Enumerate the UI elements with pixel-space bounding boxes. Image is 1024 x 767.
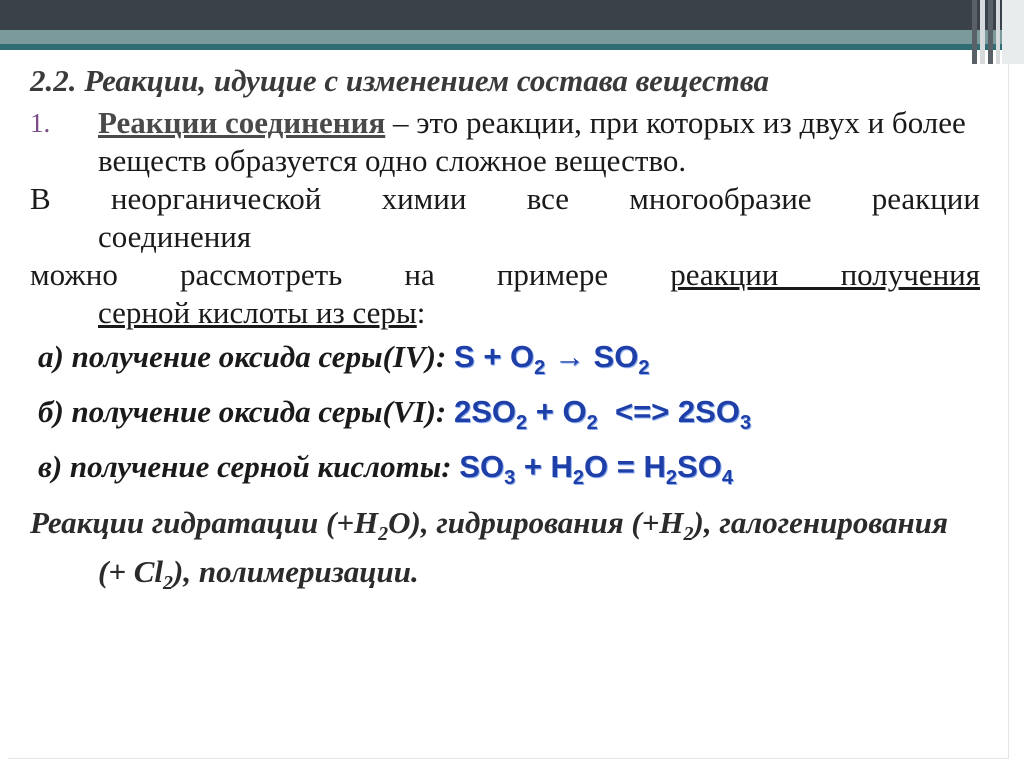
paragraph-line: В неорганической химии все многообразие реакции <box>30 181 980 216</box>
formula-subscript: 2 <box>534 357 546 380</box>
slide-accent-stripe-dark <box>0 44 1024 50</box>
formula-part: SO <box>459 449 505 485</box>
reaction-row <box>30 338 980 387</box>
tab-bar <box>996 0 1000 64</box>
reaction-formula <box>454 394 752 435</box>
slide-corner-tab <box>968 0 1024 64</box>
formula-subscript: 2 <box>516 412 528 435</box>
hydration-subscript: 2 <box>378 522 389 545</box>
formula-part: <=> 2SO <box>597 394 740 430</box>
hydration-text: Реакции гидратации (+H <box>30 504 379 540</box>
hydration-text: O), гидрирования (+H <box>388 504 684 540</box>
reaction-label: б) получение оксида серы(VI): <box>38 394 455 430</box>
reaction-formula <box>454 339 650 380</box>
tab-bar <box>980 0 985 64</box>
underlined-text: реакции получения <box>670 257 981 292</box>
reaction-label: а) получение оксида серы(IV): <box>38 339 455 374</box>
slide-accent-stripe <box>0 30 1024 44</box>
definition-text <box>98 104 980 180</box>
paragraph-text: можно рассмотреть на примере <box>30 257 671 292</box>
numbered-item <box>30 104 980 180</box>
tab-bar <box>972 0 977 64</box>
hydration-text: ), полимеризации. <box>173 553 419 589</box>
formula-subscript: 2 <box>665 467 678 490</box>
formula-subscript: 3 <box>739 412 752 435</box>
reaction-formula <box>459 449 733 490</box>
paragraph-line <box>30 256 980 294</box>
formula-part: SO <box>677 449 722 485</box>
formula-subscript: 2 <box>586 412 598 435</box>
hydration-text: ), галогенирования (+ Cl <box>98 504 948 589</box>
definition-term: Реакции соединения <box>98 105 386 140</box>
hydration-subscript: 2 <box>163 571 174 594</box>
slide-content <box>30 62 980 602</box>
formula-subscript: 2 <box>638 357 650 380</box>
paragraph-line: соединения <box>98 219 252 254</box>
formula-part: + O <box>527 394 587 430</box>
reaction-row <box>30 448 980 497</box>
definition-body: – это реакции, при которых из двух и более веществ образуется одно сложное вещество. <box>98 105 966 178</box>
formula-part: S + O <box>454 339 535 374</box>
list-number: 1. <box>30 108 51 138</box>
hydration-subscript: 2 <box>683 522 694 545</box>
slide-top-bar <box>0 0 1024 30</box>
reaction-label: в) получение серной кислоты: <box>38 449 460 485</box>
tab-edge <box>1002 0 1024 64</box>
underlined-text: серной кислоты из серы <box>98 295 417 330</box>
formula-part: O = H <box>584 449 666 485</box>
paragraph-text: : <box>416 295 426 330</box>
formula-part: 2SO <box>454 394 517 430</box>
tab-bar <box>988 0 993 64</box>
formula-part: → SO <box>545 339 639 374</box>
formula-subscript: 3 <box>504 467 516 490</box>
paragraph-line <box>30 294 980 332</box>
hydration-paragraph <box>30 504 980 602</box>
formula-part: + H <box>515 449 573 485</box>
section-title: 2.2. Реакции, идущие с изменением состава вещества <box>30 63 770 98</box>
formula-subscript: 4 <box>721 467 733 490</box>
reaction-row <box>30 393 980 442</box>
formula-subscript: 2 <box>572 467 585 490</box>
